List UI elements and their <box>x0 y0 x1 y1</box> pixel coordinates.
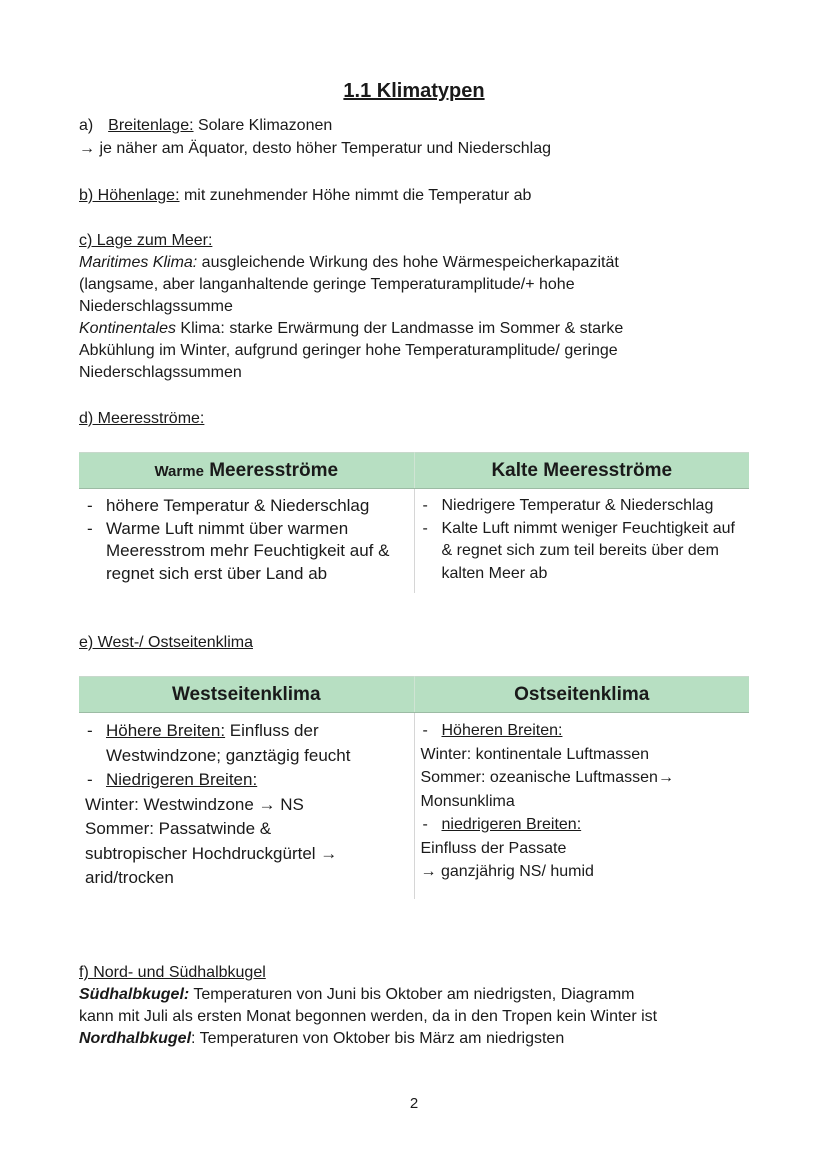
section-d-heading: d) Meeresströme: <box>79 410 205 427</box>
table-header-row <box>79 453 749 489</box>
ost-list-2 <box>421 813 744 837</box>
nord-text: : Temperaturen von Oktober bis März am niedrigsten <box>191 1030 565 1047</box>
section-f-sued-line2: kann mit Juli als ersten Monat begonnen werden, da in den Tropen kein Winter ist <box>79 1008 658 1025</box>
ost-passate: Einfluss der Passate <box>420 839 567 857</box>
page-title: 1.1 Klimatypen <box>343 80 485 102</box>
section-a-line1 <box>79 115 332 137</box>
kalt-list <box>421 495 744 585</box>
section-b-text: mit zunehmender Höhe nimmt die Temperatur ab <box>179 187 532 204</box>
header-warm-small: Warme <box>154 462 204 480</box>
west-sommer: Sommer: Passatwinde & subtropischer Hochdruckgürtel → arid/trocken <box>85 819 338 887</box>
ost-list-1 <box>421 719 744 743</box>
table-header-ost: Ostseitenklima <box>414 677 749 713</box>
ost-item1-label: Höheren Breiten: <box>441 722 563 739</box>
table-row <box>79 489 749 594</box>
nord-label: Nordhalbkugel <box>79 1030 192 1047</box>
section-a-label: Breitenlage: <box>108 117 194 134</box>
header-warm-main: Meeresströme <box>203 459 339 481</box>
table-header-west: Westseitenklima <box>79 677 414 713</box>
ost-item2-label: niedrigeren Breiten: <box>441 816 582 833</box>
table-header-row <box>79 677 749 713</box>
section-c-maritim-line2: (langsame, aber langanhaltende geringe Temperaturamplitude/+ hohe <box>79 276 575 293</box>
kontinental-text: Klima: starke Erwärmung der Landmasse im Sommer & starke <box>175 320 624 337</box>
maritim-label: Maritimes Klima: <box>79 254 198 271</box>
sued-label: Südhalbkugel: <box>79 986 190 1003</box>
section-f-sued-line1 <box>79 984 634 1006</box>
list-item <box>421 719 744 743</box>
list-item: - höhere Temperatur & Niederschlag <box>85 495 408 518</box>
list-item <box>421 813 744 837</box>
table-cell-kalt <box>414 489 749 594</box>
section-c-kontinental-line2: Abkühlung im Winter, aufgrund geringer hohe Temperaturamplitude/ geringe <box>79 342 618 359</box>
seitenklima-table <box>79 676 749 899</box>
table-cell-warm <box>79 489 414 594</box>
section-b <box>79 185 531 207</box>
warm-list <box>85 495 408 585</box>
section-c-kontinental-line3: Niederschlagssummen <box>79 364 242 381</box>
west-winter: Winter: Westwindzone → NS <box>85 794 304 814</box>
table-header-warm <box>79 453 414 489</box>
list-item <box>85 768 408 793</box>
section-f-heading: f) Nord- und Südhalbkugel <box>79 964 266 981</box>
section-e-heading: e) West-/ Ostseitenklima <box>79 634 253 651</box>
west-list <box>85 719 408 793</box>
table-header-kalt: Kalte Meeresströme <box>414 453 749 489</box>
west-item1-label: Höhere Breiten: <box>106 721 226 740</box>
list-item: - Warme Luft nimmt über warmen Meeresstrom mehr Feuchtigkeit auf & regnet sich erst über Land ab <box>85 518 408 586</box>
maritim-text: ausgleichende Wirkung des hohe Wärmespeicherkapazität <box>197 254 619 271</box>
west-item1-text: Einfluss der Westwindzone; ganztägig feucht <box>106 721 351 765</box>
section-c-kontinental-line1 <box>79 318 623 340</box>
table-cell-ost <box>414 713 749 899</box>
section-a-line2: → je näher am Äquator, desto höher Temperatur und Niederschlag <box>79 140 551 157</box>
west-item2-label: Niedrigeren Breiten: <box>106 770 258 789</box>
section-b-label: b) Höhenlage: <box>79 187 180 204</box>
section-a-text: Solare Klimazonen <box>193 117 333 134</box>
table-row <box>79 713 749 899</box>
section-a-prefix: a) <box>79 117 94 134</box>
list-item: - Niedrigere Temperatur & Niederschlag <box>421 495 744 518</box>
meeresstroeme-table <box>79 452 749 593</box>
table-cell-west <box>79 713 414 899</box>
ost-winter: Winter: kontinentale Luftmassen <box>420 745 650 763</box>
ost-sommer: Sommer: ozeanische Luftmassen→ Monsunklima <box>420 769 674 810</box>
page-number: 2 <box>409 1095 419 1112</box>
section-f-nord-line <box>79 1028 564 1050</box>
section-c-maritim-line3: Niederschlagssumme <box>79 298 233 315</box>
list-item: - Kalte Luft nimmt weniger Feuchtigkeit auf & regnet sich zum teil bereits über dem kalten Meer ab <box>421 518 744 586</box>
ost-ns: → ganzjährig NS/ humid <box>420 863 594 880</box>
section-c-maritim-line1 <box>79 252 619 274</box>
list-item <box>85 719 408 768</box>
section-c-heading: c) Lage zum Meer: <box>79 232 213 249</box>
kontinental-label: Kontinentales <box>79 320 176 337</box>
sued-text: Temperaturen von Juni bis Oktober am niedrigsten, Diagramm <box>189 986 635 1003</box>
